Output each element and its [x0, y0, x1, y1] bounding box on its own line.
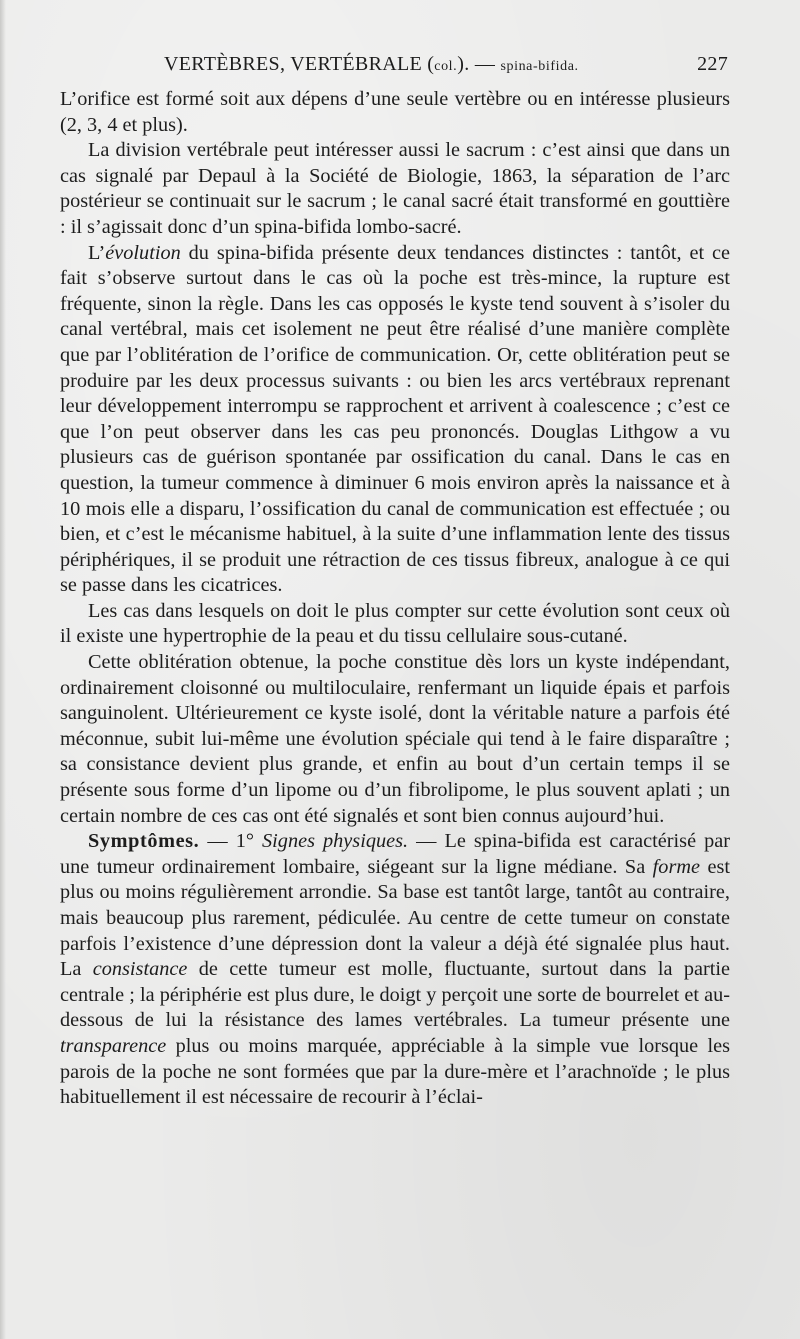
symptoms-text-4: plus ou moins marquée, appréciable à la simple vue lorsque les parois de la poche ne sont formées que par la dure-mère et l’arachnoïde ; le plus habituellement il est nécessaire de recourir à l’éclai-	[60, 1034, 730, 1109]
symptoms-text-2: est plus ou moins régulièrement arrondie. Sa base est tantôt large, tantôt au contraire, mais beaucoup plus rarement, pédiculée. Au centre de cette tumeur on constate parfois l’existence d’une dépression dont la valeur a déjà été signalée plus haut. La	[60, 855, 730, 981]
term-forme: forme	[652, 855, 700, 878]
paragraph-symptomes	[60, 829, 730, 1111]
paragraph-orifice: L’orifice est formé soit aux dépens d’une seule vertèbre ou en intéresse plusieurs (2, 3, 4 et plus).	[60, 88, 730, 136]
paragraph-obliteration: Cette oblitération obtenue, la poche constitue dès lors un kyste indépendant, ordinairement cloisonné ou multiloculaire, renfermant un liquide épais et parfois sanguinolent. Ultérieurement ce kyste isolé, dont la véritable nature a parfois été méconnue, subit lui-même une évolution spéciale qui tend à le faire disparaître ; sa consistance devient plus grande, et enfin au bout d’un certain temps il se présente sous forme d’un lipome ou d’un fibrolipome, le plus souvent aplati ; un certain nombre de ces cas ont été signalés et sont bien connus aujourd’hui.	[60, 651, 730, 827]
symptoms-text-1: — Le spina-bifida est caractérisé par une tumeur ordinairement lombaire, siégeant sur la ligne médiane. Sa	[60, 830, 731, 878]
symptoms-heading: Symptômes.	[88, 830, 200, 853]
term-transparence: transparence	[60, 1034, 167, 1057]
evolution-prefix: L’	[88, 241, 106, 264]
symptoms-dash: — 1°	[199, 830, 263, 853]
title-close: ).	[457, 53, 470, 75]
page-number: 227	[697, 53, 728, 75]
title-subject: spina-bifida.	[500, 59, 579, 74]
running-title	[164, 53, 579, 76]
evolution-term: évolution	[105, 241, 181, 264]
running-header	[164, 53, 728, 83]
paragraph-hypertrophie: Les cas dans lesquels on doit le plus compter sur cette évolution sont ceux où il existe une hypertrophie de la peau et du tissu cellulaire sous-cutané.	[60, 599, 730, 648]
title-dash: —	[469, 53, 501, 75]
symptoms-text-3: de cette tumeur est molle, fluctuante, surtout dans la partie centrale ; la périphérie est plus dure, le doigt y perçoit une sorte de bourrelet et au-dessous de lui la résistance des lames vertébrales. La tumeur présente une	[60, 958, 731, 1032]
body-text	[60, 87, 730, 1111]
paragraph-evolution	[60, 241, 730, 599]
physical-signs-subheading: Signes physiques.	[262, 830, 409, 853]
title-col: col.	[434, 59, 458, 74]
page-edge-shadow	[0, 0, 6, 1339]
title-main: VERTÈBRES, VERTÉBRALE (	[164, 53, 435, 75]
term-consistance: consistance	[92, 958, 188, 981]
evolution-text: du spina-bifida présente deux tendances distinctes : tantôt, et ce fait s’observe surtout dans le cas où la poche est très-mince, la rupture est fréquente, sinon la règle. Dans les cas opposés le kyste tend souvent à s’isoler du canal vertébral, mais cet isolement ne peut être réalisé d’une manière complète que par l’oblitération de l’orifice de communication. Or, cette oblitération peut se produire par les deux processus suivants : ou bien les arcs vertébraux reprenant leur développement interrompu se rapprochent et arrivent à coalescence ; c’est ce que l’on peut observer dans les cas peu prononcés. Douglas Lithgow a vu plusieurs cas de guérison spontanée par ossification du canal. Dans le cas en question, la tumeur commence à diminuer 6 mois environ après la naissance et à 10 mois elle a disparu, l’ossification du canal de communication est effectuée ; ou bien, et c’est le mécanisme habituel, à la suite d’une inflammation lente des tissus périphériques, il se produit une rétraction de ces tissus fibreux, analogue à ce qui se passe dans les cicatrices.	[60, 241, 730, 597]
paragraph-sacrum: La division vertébrale peut intéresser aussi le sacrum : c’est ainsi que dans un cas signalé par Depaul à la Société de Biologie, 1863, la séparation de l’arc postérieur se continuait sur le sacrum ; le canal sacré était transformé en gouttière : il s’agissait donc d’un spina-bifida lombo-sacré.	[60, 139, 730, 238]
